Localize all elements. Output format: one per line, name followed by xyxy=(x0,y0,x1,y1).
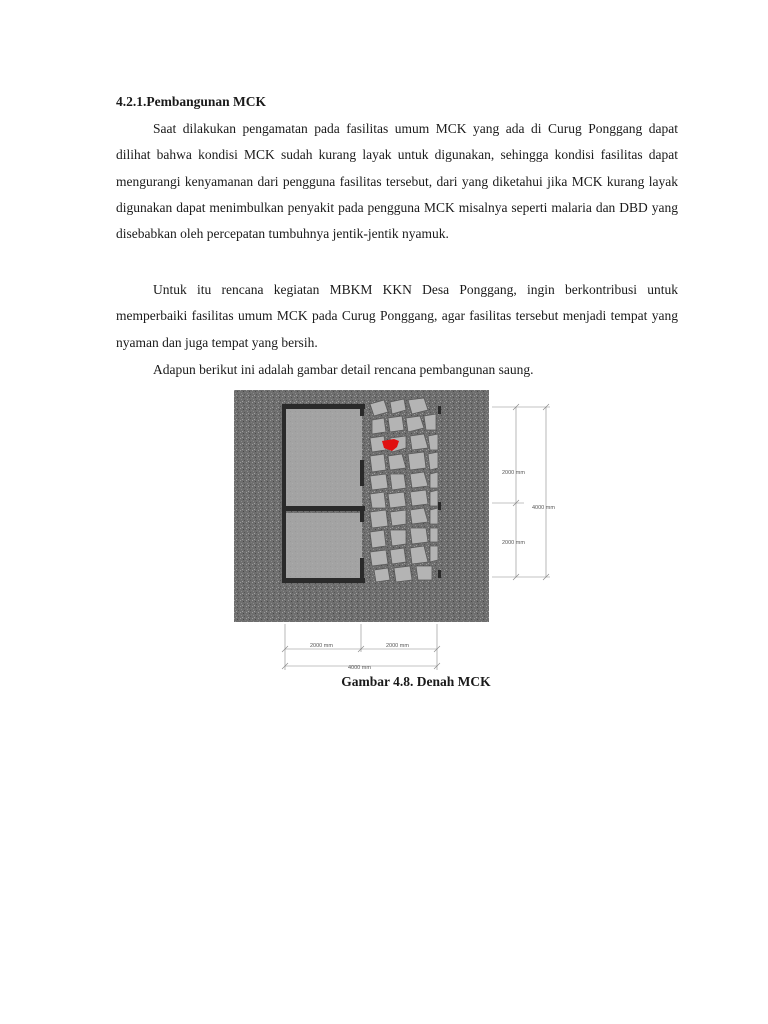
dim-right-bottom: 2000 mm xyxy=(502,540,525,546)
paragraph-plan: Untuk itu rencana kegiatan MBKM KKN Desa Ponggang, ingin berkontribusi untuk memperbaiki fasilitas umum MCK pada Curug Ponggang, agar fasilitas tersebut menjadi tempat yang nyaman dan juga tempat yang bersih. xyxy=(116,282,678,350)
dim-bottom-right: 2000 mm xyxy=(386,643,409,649)
paragraph-observation: Saat dilakukan pengamatan pada fasilitas umum MCK yang ada di Curug Ponggang dapat dilihat bahwa kondisi MCK sudah kurang layak untuk digunakan, sehingga kondisi fasilitas dapat mengurangi kenyamanan dari pengguna fasilitas tersebut, dari yang diketahui jika MCK kurang layak digunakan dapat menimbulkan penyakit pada pengguna MCK misalnya seperti malaria dan DBD yang disebabkan oleh percepatan tumbuhnya jentik-jentik nyamuk. xyxy=(116,121,678,242)
dim-right-top: 2000 mm xyxy=(502,470,525,476)
paragraph-figure-intro: Adapun berikut ini adalah gambar detail rencana pembangunan saung. xyxy=(153,362,534,377)
mck-floor-plan-figure xyxy=(234,390,564,675)
dimension-lines-bottom xyxy=(282,624,440,670)
figure-caption: Gambar 4.8. Denah MCK xyxy=(341,674,491,689)
dim-bottom-total: 4000 mm xyxy=(348,665,371,671)
dim-bottom-left: 2000 mm xyxy=(310,643,333,649)
section-heading: 4.2.1.Pembangunan MCK xyxy=(116,94,267,109)
room-top xyxy=(285,408,362,509)
room-bottom xyxy=(285,513,362,579)
dim-right-total: 4000 mm xyxy=(532,505,555,511)
dimension-lines-right xyxy=(492,404,550,580)
